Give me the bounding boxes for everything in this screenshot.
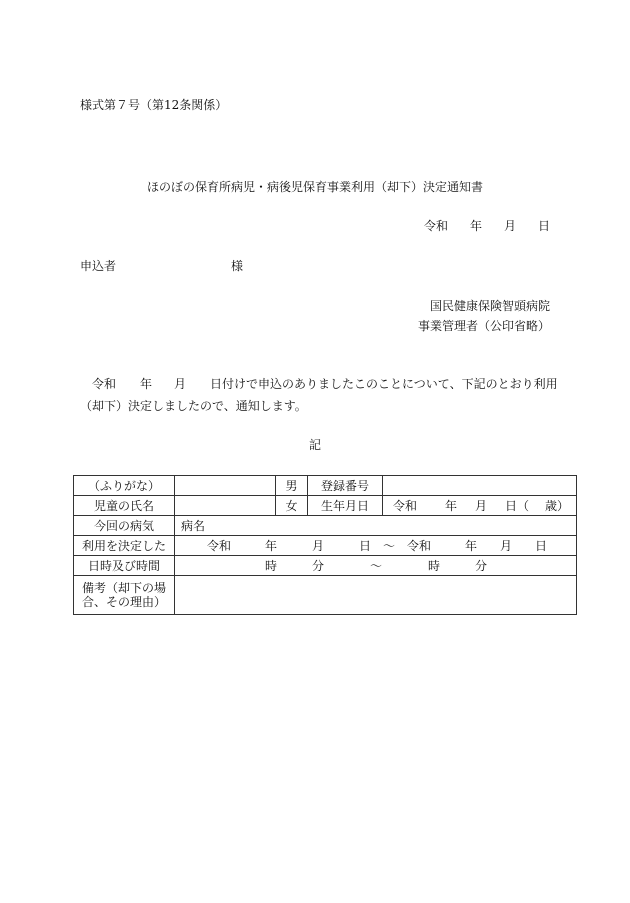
birth-era: 令和 bbox=[393, 498, 418, 513]
body-month: 月 bbox=[174, 377, 187, 391]
illness-value: 病名 bbox=[181, 518, 206, 533]
registration-label: 登録番号 bbox=[308, 476, 383, 496]
furigana-label: （ふりがな） bbox=[74, 476, 175, 496]
birth-year: 年 bbox=[445, 498, 458, 513]
child-name-label: 児童の氏名 bbox=[74, 496, 175, 516]
furigana-field[interactable] bbox=[175, 476, 276, 496]
body-line-1 bbox=[92, 377, 558, 391]
range-era-2: 令和 bbox=[407, 538, 432, 553]
remarks-label-line-2: 合、その理由） bbox=[81, 595, 166, 609]
info-table bbox=[73, 475, 577, 615]
range-month-1: 月 bbox=[312, 538, 325, 553]
table-row bbox=[74, 516, 577, 536]
issuer-hospital: 国民健康保険智頭病院 bbox=[429, 299, 550, 313]
birth-date-field[interactable] bbox=[383, 496, 577, 516]
registration-field[interactable] bbox=[383, 476, 577, 496]
range-era-1: 令和 bbox=[207, 538, 232, 553]
ki-heading: 記 bbox=[308, 438, 321, 452]
decided-label-1: 利用を決定した bbox=[74, 536, 175, 556]
birth-age: 歳） bbox=[545, 498, 570, 513]
illness-label: 今回の病気 bbox=[74, 516, 175, 536]
range-month-2: 月 bbox=[500, 538, 513, 553]
document-title: ほのぼの保育所病児・病後児保育事業利用（却下）決定通知書 bbox=[146, 180, 483, 194]
date-year: 年 bbox=[469, 219, 482, 233]
decided-time-range[interactable] bbox=[175, 556, 577, 576]
range-day-1: 日 bbox=[359, 538, 372, 553]
decided-label-2: 日時及び時間 bbox=[74, 556, 175, 576]
remarks-label bbox=[74, 576, 175, 615]
applicant-suffix: 様 bbox=[231, 259, 244, 273]
birth-day: 日（ bbox=[505, 498, 530, 513]
applicant-label: 申込者 bbox=[80, 259, 117, 273]
issue-date-line bbox=[424, 219, 550, 233]
form-number: 様式第７号（第12条関係） bbox=[80, 98, 228, 112]
range-day-2: 日 bbox=[535, 538, 548, 553]
date-month: 月 bbox=[503, 219, 516, 233]
time-min-2: 分 bbox=[475, 558, 488, 573]
table-row bbox=[74, 556, 577, 576]
range-year-1: 年 bbox=[265, 538, 278, 553]
range-tilde-1: ～ bbox=[383, 538, 396, 553]
gender-male: 男 bbox=[276, 476, 308, 496]
table-row bbox=[74, 576, 577, 615]
issuer-manager: 事業管理者（公印省略） bbox=[417, 319, 550, 333]
body-era: 令和 bbox=[92, 377, 117, 391]
body-line1-rest: 日付けで申込のありましたこのことについて、下記のとおり利用 bbox=[210, 377, 558, 391]
decided-date-range[interactable] bbox=[175, 536, 577, 556]
time-tilde: ～ bbox=[370, 558, 383, 573]
body-line-2: （却下）決定しましたので、通知します。 bbox=[80, 399, 307, 413]
birth-month: 月 bbox=[475, 498, 488, 513]
birth-date-label: 生年月日 bbox=[308, 496, 383, 516]
date-era: 令和 bbox=[423, 219, 448, 233]
illness-field[interactable] bbox=[175, 516, 577, 536]
table-row bbox=[74, 536, 577, 556]
range-year-2: 年 bbox=[465, 538, 478, 553]
time-hour-2: 時 bbox=[428, 558, 441, 573]
table-row bbox=[74, 496, 577, 516]
table-row bbox=[74, 476, 577, 496]
body-year: 年 bbox=[140, 377, 153, 391]
remarks-field[interactable] bbox=[175, 576, 577, 615]
date-day: 日 bbox=[537, 219, 550, 233]
gender-female: 女 bbox=[276, 496, 308, 516]
time-min-1: 分 bbox=[312, 558, 325, 573]
time-hour-1: 時 bbox=[265, 558, 278, 573]
remarks-label-line-1: 備考（却下の場 bbox=[81, 581, 166, 595]
child-name-field[interactable] bbox=[175, 496, 276, 516]
